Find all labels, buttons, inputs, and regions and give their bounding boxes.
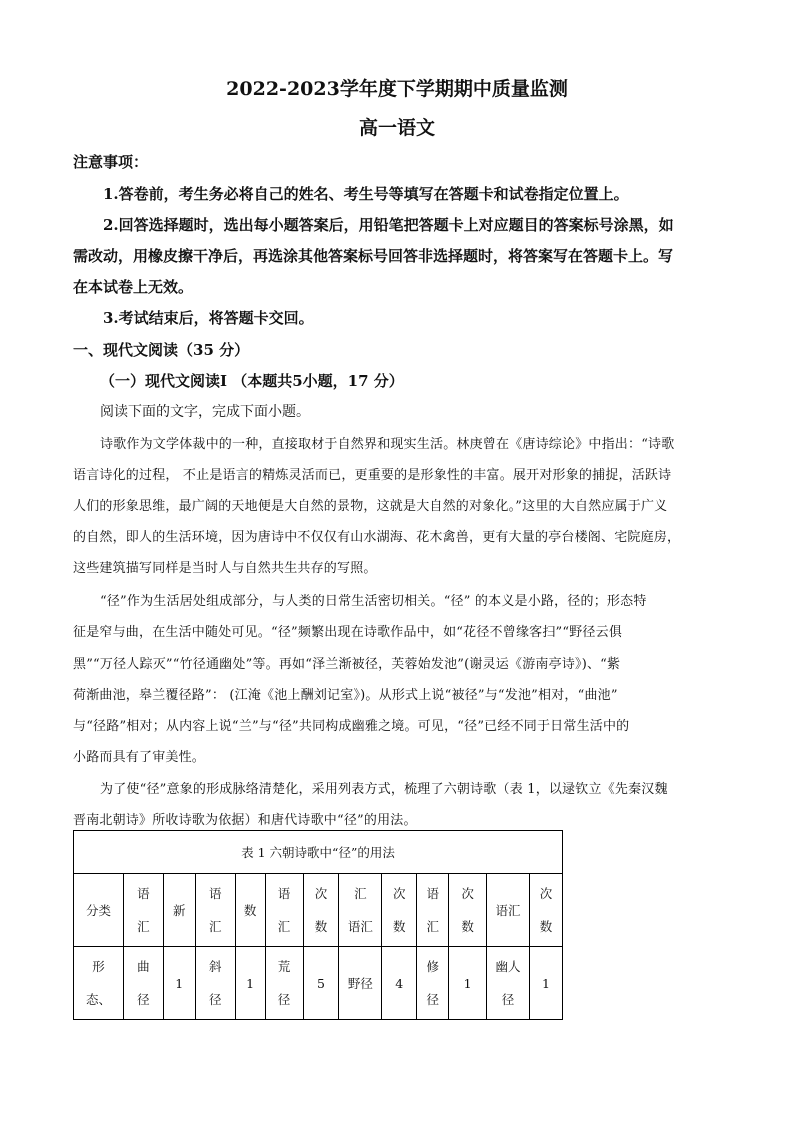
table-header-cell [417,874,449,947]
notice-item-2-line-2: 需改动，用橡皮擦干净后，再选涂其他答案标号回答非选择题时，将答案写在答题卡上。写 [73,247,674,265]
table-cell-text: 4 [395,975,404,991]
table-cell-text: 态、 [85,992,111,1007]
passage-p3-line: 晋南北朝诗》所收诗歌为依据）和唐代诗歌中“径”的用法。 [73,813,417,828]
table-header-cell-text: 语 [137,886,150,901]
table-cell-text: 野径 [347,975,373,991]
passage-p3-line: 为了使“径”意象的形成脉络清楚化，采用列表方式，梳理了六朝诗歌（表 1，以逯钦立《先秦汉魏 [100,782,668,797]
table-header-cell-text: 新 [173,902,186,918]
table-header-cell-text: 语 [277,886,291,901]
subsection-heading: （一）现代文阅读Ⅰ （本题共5小题，17 分） [100,372,404,390]
table-header-cell-text: 次 [539,886,553,901]
table-row [74,947,563,1020]
passage-p1-line: 语言诗化的过程， 不止是语言的精炼灵活而已，更重要的是形象性的丰富。展开对形象的捕捉，活跃诗 [73,468,672,483]
table-cell-text: 斜 [208,959,222,974]
table-header-cell [235,874,265,947]
table-header-cell-text: 汇 [208,919,222,934]
table-header-cell [74,874,124,947]
table-cell [449,947,487,1020]
table-cell [339,947,382,1020]
table-cell [195,947,235,1020]
table-header-cell [163,874,195,947]
table-cell-text: 径 [501,992,515,1007]
table-cell-text: 1 [246,975,255,991]
table-cell [382,947,417,1020]
exam-title: 2022-2023学年度下学期期中质量监测 [226,78,568,100]
passage-p1-line: 这些建筑描写同样是当时人与自然共生共存的写照。 [73,561,377,576]
table-header-cell [265,874,303,947]
usage-table [73,830,563,1020]
passage-p2-line: 征是窄与曲，在生活中随处可见。“径”频繁出现在诗歌作品中，如“花径不曾缘客扫”“野径云俱 [73,625,623,640]
table-cell [74,947,124,1020]
notice-heading: 注意事项： [73,153,149,171]
table-cell [163,947,195,1020]
passage-p2-line: 小路而具有了审美性。 [73,750,206,765]
table-header-cell [529,874,562,947]
table-cell [303,947,339,1020]
table-header-cell-text: 语 [208,886,222,901]
table-cell-text: 形 [92,959,105,974]
table-cell-text: 径 [208,992,222,1007]
table-cell-text: 径 [277,992,291,1007]
table-header-cell-text: 分类 [85,902,111,918]
table-header-cell-text: 次 [314,886,328,901]
table-header-row [74,874,563,947]
passage-p2-line: 荷渐曲池，皋兰覆径路”： (江淹《池上酬刘记室》)。从形式上说“被径”与“发池”相对，“曲池” [73,688,618,703]
table-cell-text: 1 [542,975,550,991]
table-cell-text: 1 [175,975,184,991]
passage-p1-line: 人们的形象思维，最广阔的天地便是大自然的景物，这就是大自然的对象化。”这里的大自然应属于广义 [73,499,668,514]
table-header-cell [339,874,382,947]
table-cell-text: 荒 [277,959,291,974]
table-cell [265,947,303,1020]
table-cell-text: 1 [463,975,472,991]
notice-item-1: 1.答卷前，考生务必将自己的姓名、考生号等填写在答题卡和试卷指定位置上。 [103,185,629,203]
table-cell [529,947,562,1020]
table-cell [235,947,265,1020]
table-header-cell-text: 语汇 [495,902,521,918]
exam-subject: 高一语文 [358,117,435,139]
table-header-cell [449,874,487,947]
table-header-cell [303,874,339,947]
table-header-cell-text: 数 [314,919,328,934]
notice-item-3: 3.考试结束后，将答题卡交回。 [103,309,314,327]
section-heading: 一、现代文阅读（35 分） [73,341,250,359]
notice-item-2-line-1: 2.回答选择题时，选出每小题答案后，用铅笔把答题卡上对应题目的答案标号涂黑，如 [103,216,674,234]
table-cell-text: 5 [316,975,325,991]
table-header-cell [195,874,235,947]
passage-p1-line: 的自然，即人的生活环境，因为唐诗中不仅仅有山水湖海、花木禽兽，更有大量的亭台楼阁、宅院庭房， [73,530,681,545]
table-header-cell [382,874,417,947]
table-cell [487,947,530,1020]
passage-p1-line: 诗歌作为文学体裁中的一种，直接取材于自然界和现实生活。林庚曾在《唐诗综论》中指出：“诗歌 [100,437,675,452]
table-header-cell-text: 语 [426,886,439,901]
table-cell-text: 幽人 [495,959,521,974]
table-header-cell-text: 汇 [277,919,291,934]
table-header-cell-text: 数 [539,919,553,934]
table-cell [417,947,449,1020]
table-cell [123,947,163,1020]
table-header-cell-text: 次 [461,886,474,901]
passage-p2-line: 黑”“万径人踪灭”“竹径通幽处”等。再如“泽兰渐被径，芙蓉始发池”(谢灵运《游南亭诗》)、“紫 [73,657,621,672]
table-header-cell [123,874,163,947]
table-header-cell [487,874,530,947]
passage-p2-line: 与“径路”相对；从内容上说“兰”与“径”共同构成幽雅之境。可见，“径”已经不同于日常生活中的 [73,719,630,734]
notice-item-2-line-3: 在本试卷上无效。 [73,278,194,296]
passage-p2-line: “径”作为生活居处组成部分，与人类的日常生活密切相关。“径” 的本义是小路，径的；形态特 [100,594,647,609]
table-header-cell-text: 语汇 [347,919,373,934]
table-header-cell-text: 数 [461,919,474,934]
table-cell-text: 径 [137,992,150,1007]
table-header-cell-text: 次 [393,886,406,901]
table-header-cell-text: 汇 [137,919,150,934]
reading-instruction: 阅读下面的文字，完成下面小题。 [100,404,310,420]
table-cell-text: 径 [426,992,439,1007]
table-header-cell-text: 数 [243,902,257,918]
table-header-cell-text: 汇 [426,919,439,934]
table-caption: 表 1 六朝诗歌中“径”的用法 [74,831,563,874]
table-header-cell-text: 汇 [354,886,367,901]
table-cell-text: 修 [426,959,439,974]
table-header-cell-text: 数 [393,919,406,934]
table-cell-text: 曲 [137,959,150,974]
